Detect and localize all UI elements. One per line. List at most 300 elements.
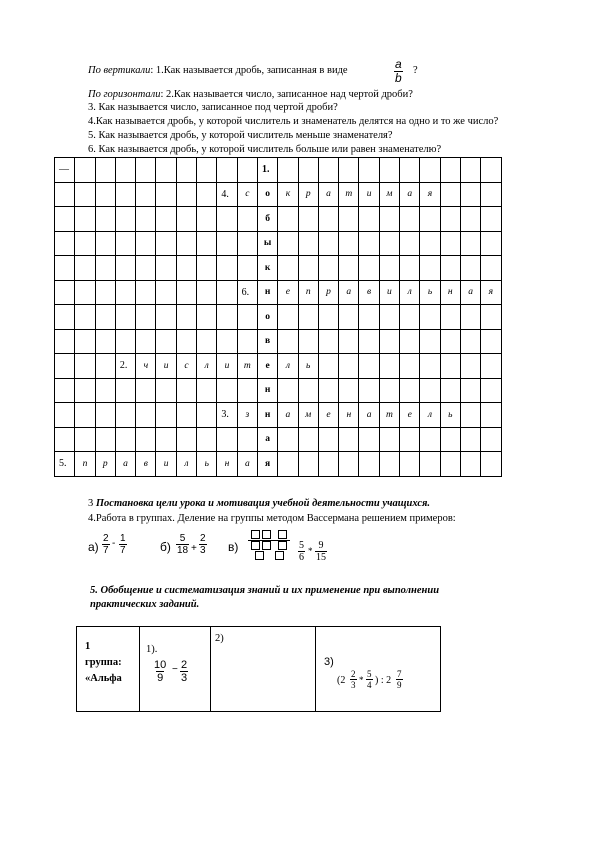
crossword-cell: и [217, 354, 237, 379]
example-b-fraction-2 [199, 533, 207, 556]
crossword-cell [460, 182, 480, 207]
crossword-row [55, 207, 502, 232]
crossword-cell: л [400, 280, 420, 305]
crossword-cell [176, 427, 196, 452]
crossword-cell [420, 207, 440, 232]
crossword-cell [420, 231, 440, 256]
section-3-title: Постановка цели урока и мотивация учебной деятельности учащихся. [95, 498, 431, 509]
crossword-cell: п [75, 452, 95, 477]
crossword-cell [339, 231, 359, 256]
example-a-operator: - [112, 538, 116, 549]
crossword-cell [136, 158, 156, 183]
crossword-cell [55, 207, 75, 232]
fraction-denominator: 15 [316, 552, 326, 563]
task-3-label: 3) [324, 656, 334, 668]
crossword-cell [217, 378, 237, 403]
crossword-cell [115, 207, 135, 232]
crossword-cell: с [237, 182, 257, 207]
horizontal-label: По горизонтали [88, 89, 161, 100]
crossword-cell [460, 354, 480, 379]
crossword-cell: н [217, 452, 237, 477]
crossword-cell: я [257, 452, 277, 477]
crossword-cell: а [257, 427, 277, 452]
crossword-cell: р [95, 452, 115, 477]
crossword-cell [460, 427, 480, 452]
crossword-cell [359, 158, 379, 183]
crossword-cell [55, 354, 75, 379]
fraction-numerator: 5 [179, 533, 186, 544]
fraction-denominator: 7 [120, 545, 126, 556]
crossword-cell [339, 158, 359, 183]
crossword-cell [95, 158, 115, 183]
crossword-cell [136, 378, 156, 403]
crossword-cell [75, 403, 95, 428]
crossword-cell [339, 427, 359, 452]
crossword-cell: а [318, 182, 338, 207]
fraction-denominator: 4 [367, 680, 372, 690]
crossword-cell [217, 305, 237, 330]
crossword-cell: н [257, 403, 277, 428]
crossword-cell [400, 354, 420, 379]
crossword-cell [481, 354, 501, 379]
task-3-open: (2 [337, 675, 346, 686]
crossword-cell: н [257, 280, 277, 305]
crossword-cell: н [440, 280, 460, 305]
crossword-row [55, 378, 502, 403]
crossword-cell [75, 329, 95, 354]
crossword-cell: к [257, 256, 277, 281]
crossword-cell [115, 182, 135, 207]
crossword-cell: ч [136, 354, 156, 379]
crossword-cell: р [298, 182, 318, 207]
crossword-cell [136, 305, 156, 330]
crossword-cell: м [298, 403, 318, 428]
crossword-cell [176, 378, 196, 403]
fraction-denominator: 3 [351, 680, 356, 690]
section-4-text: 4.Работа в группах. Деление на группы методом Вассермана решением примеров: [88, 513, 456, 524]
crossword-cell [440, 207, 460, 232]
crossword-cell [176, 182, 196, 207]
crossword-cell: л [176, 452, 196, 477]
fraction-numerator: 1 [120, 533, 126, 544]
crossword-cell [339, 256, 359, 281]
crossword-cell [75, 280, 95, 305]
crossword-cell: а [400, 182, 420, 207]
crossword-cell [197, 378, 217, 403]
example-b-operator: + [191, 543, 197, 554]
crossword-cell [460, 256, 480, 281]
crossword-cell [55, 403, 75, 428]
crossword-cell [75, 305, 95, 330]
example-v-operator: * [308, 546, 313, 556]
crossword-cell [339, 378, 359, 403]
crossword-cell [420, 452, 440, 477]
crossword-cell [460, 329, 480, 354]
task-3-operator: * [359, 675, 364, 685]
crossword-cell [176, 329, 196, 354]
crossword-cell [55, 329, 75, 354]
crossword-cell: а [460, 280, 480, 305]
crossword-cell: т [339, 182, 359, 207]
crossword-cell [156, 329, 176, 354]
crossword-cell [156, 403, 176, 428]
crossword-cell [75, 182, 95, 207]
crossword-cell [318, 256, 338, 281]
question-5: 5. Как называется дробь, у которой числитель меньше знаменателя? [88, 130, 393, 141]
crossword-cell [359, 329, 379, 354]
crossword-cell [379, 378, 399, 403]
section-5-line-1 [90, 585, 439, 597]
example-a-fraction-1 [102, 533, 110, 556]
crossword-cell [95, 207, 115, 232]
crossword-cell [197, 256, 217, 281]
question-1-end: ? [413, 65, 418, 76]
crossword-cell: в [257, 329, 277, 354]
crossword-cell: т [237, 354, 257, 379]
crossword-cell [298, 158, 318, 183]
crossword-cell [156, 378, 176, 403]
crossword-cell: е [400, 403, 420, 428]
question-1-line [88, 65, 348, 77]
crossword-cell [339, 452, 359, 477]
crossword-cell: п [298, 280, 318, 305]
crossword-cell [136, 280, 156, 305]
crossword-cell [339, 207, 359, 232]
example-v-fraction-2 [315, 540, 327, 563]
crossword-cell [460, 305, 480, 330]
question-4: 4.Как называется дробь, у которой числитель и знаменатель делятся на одно и то же число? [88, 116, 499, 127]
empty-box-fraction-icon [248, 530, 290, 560]
tasks-table [76, 626, 441, 712]
task-2-cell [211, 627, 316, 712]
crossword-cell [481, 329, 501, 354]
question-2-text: : 2.Как называется число, записанное над чертой дроби? [160, 89, 413, 100]
crossword-cell [379, 329, 399, 354]
crossword-cell: м [379, 182, 399, 207]
crossword-cell [440, 329, 460, 354]
example-v-label: в) [228, 540, 239, 554]
fraction-numerator: a [395, 57, 402, 71]
crossword-cell [440, 231, 460, 256]
crossword-cell [318, 354, 338, 379]
crossword-cell [318, 305, 338, 330]
crossword-cell: а [278, 403, 298, 428]
crossword-cell: ы [257, 231, 277, 256]
crossword-cell: 2. [115, 354, 135, 379]
crossword-cell [217, 207, 237, 232]
crossword-cell [298, 231, 318, 256]
crossword-cell [278, 305, 298, 330]
crossword-cell [156, 256, 176, 281]
question-1-text: : 1.Как называется дробь, записанная в виде [150, 65, 348, 76]
crossword-cell [481, 182, 501, 207]
crossword-cell [298, 329, 318, 354]
task-1-operator: − [172, 664, 178, 675]
crossword-cell: 1. [257, 158, 277, 183]
task-1-label: 1). [146, 644, 158, 655]
group-name: «Альфа [85, 673, 122, 684]
crossword-cell [400, 256, 420, 281]
crossword-cell [176, 305, 196, 330]
fraction-denominator: 7 [103, 545, 109, 556]
crossword-row [55, 305, 502, 330]
crossword-cell [95, 378, 115, 403]
example-a-label: а) [88, 540, 99, 554]
crossword-cell [359, 231, 379, 256]
example-b-label: б) [160, 540, 171, 554]
fraction-denominator: 3 [181, 672, 188, 684]
example-v-fraction-1 [298, 540, 305, 563]
task-1-fraction-1 [153, 659, 167, 684]
crossword-cell [460, 158, 480, 183]
crossword-cell: т [379, 403, 399, 428]
fraction-numerator: 2 [181, 659, 188, 671]
crossword-cell: 6. [237, 280, 257, 305]
example-b-fraction-1 [176, 533, 189, 556]
question-6: 6. Как называется дробь, у которой числитель больше или равен знаменателю? [88, 144, 442, 155]
crossword-grid [54, 157, 502, 477]
fraction-denominator: 3 [200, 545, 206, 556]
crossword-cell [359, 427, 379, 452]
crossword-cell [75, 256, 95, 281]
crossword-row [55, 231, 502, 256]
crossword-cell [400, 231, 420, 256]
fraction-numerator: 5 [367, 669, 372, 679]
crossword-cell: в [136, 452, 156, 477]
crossword-cell [420, 329, 440, 354]
crossword-cell: — [55, 158, 75, 183]
crossword-row [55, 158, 502, 183]
example-a-fraction-2 [119, 533, 127, 556]
crossword-cell [339, 354, 359, 379]
crossword-cell [359, 452, 379, 477]
crossword-cell [115, 403, 135, 428]
crossword-cell [298, 378, 318, 403]
crossword-cell [440, 158, 460, 183]
fraction-denominator: 6 [299, 552, 304, 563]
crossword-cell [197, 403, 217, 428]
crossword-cell [197, 427, 217, 452]
crossword-cell [176, 158, 196, 183]
crossword-cell [75, 354, 95, 379]
group-label: группа: [85, 657, 122, 668]
crossword-cell: ь [440, 403, 460, 428]
crossword-cell [379, 354, 399, 379]
crossword-cell [115, 329, 135, 354]
crossword-cell [481, 256, 501, 281]
crossword-cell [136, 329, 156, 354]
crossword-cell [156, 280, 176, 305]
crossword-cell [156, 305, 176, 330]
crossword-cell [75, 207, 95, 232]
crossword-cell [440, 182, 460, 207]
crossword-cell [420, 158, 440, 183]
crossword-cell [460, 378, 480, 403]
crossword-cell [217, 427, 237, 452]
crossword-cell [75, 378, 95, 403]
crossword-cell [75, 427, 95, 452]
fraction-numerator: 10 [154, 659, 167, 671]
crossword-cell [55, 378, 75, 403]
section-3-number: 3 [88, 498, 94, 509]
crossword-cell [176, 256, 196, 281]
crossword-row [55, 452, 502, 477]
crossword-cell [55, 305, 75, 330]
crossword-cell [298, 452, 318, 477]
crossword-cell: о [257, 305, 277, 330]
crossword-cell [379, 452, 399, 477]
crossword-cell [176, 207, 196, 232]
crossword-cell [481, 305, 501, 330]
fraction-numerator: 2 [351, 669, 356, 679]
section-5-number: 5. [90, 585, 98, 596]
crossword-cell: з [237, 403, 257, 428]
crossword-cell [156, 207, 176, 232]
crossword-cell [318, 427, 338, 452]
crossword-cell [318, 231, 338, 256]
crossword-cell [481, 403, 501, 428]
crossword-cell [197, 158, 217, 183]
crossword-cell [400, 158, 420, 183]
crossword-cell: и [359, 182, 379, 207]
crossword-cell [95, 182, 115, 207]
crossword-cell [217, 256, 237, 281]
crossword-cell [95, 427, 115, 452]
crossword-row [55, 354, 502, 379]
crossword-cell: н [339, 403, 359, 428]
task-1-fraction-2 [180, 659, 188, 684]
crossword-cell [115, 280, 135, 305]
crossword-cell: н [257, 378, 277, 403]
crossword-cell [55, 182, 75, 207]
crossword-cell [115, 256, 135, 281]
crossword-row [55, 280, 502, 305]
crossword-cell [237, 256, 257, 281]
crossword-cell: ь [197, 452, 217, 477]
crossword-cell [278, 452, 298, 477]
crossword-cell [460, 231, 480, 256]
crossword-cell [217, 231, 237, 256]
crossword-cell [481, 158, 501, 183]
fraction-numerator: 2 [103, 533, 109, 544]
table-row [77, 627, 441, 712]
crossword-cell [136, 256, 156, 281]
crossword-cell: ь [298, 354, 318, 379]
crossword-cell [460, 403, 480, 428]
crossword-cell [156, 182, 176, 207]
crossword-cell [278, 207, 298, 232]
section-5-title-2: практических заданий. [90, 599, 200, 610]
task-3-fraction-2 [366, 669, 373, 690]
crossword-cell [197, 305, 217, 330]
crossword-cell [217, 329, 237, 354]
crossword-cell [318, 329, 338, 354]
crossword-cell [237, 231, 257, 256]
crossword-cell [460, 452, 480, 477]
crossword-cell [339, 305, 359, 330]
crossword-cell: р [318, 280, 338, 305]
crossword-cell [136, 403, 156, 428]
crossword-cell [115, 158, 135, 183]
crossword-cell [420, 305, 440, 330]
crossword-cell [420, 354, 440, 379]
fraction-denominator: 9 [157, 672, 164, 684]
fraction-denominator: b [395, 71, 402, 85]
crossword-cell [136, 427, 156, 452]
crossword-cell [298, 427, 318, 452]
crossword-cell [115, 305, 135, 330]
crossword-cell [197, 231, 217, 256]
crossword-cell [379, 158, 399, 183]
crossword-cell: и [156, 354, 176, 379]
crossword-cell: ь [420, 280, 440, 305]
crossword-cell [115, 427, 135, 452]
crossword-row [55, 182, 502, 207]
crossword-cell: л [420, 403, 440, 428]
crossword-cell [481, 452, 501, 477]
crossword-cell: и [379, 280, 399, 305]
crossword-cell [176, 403, 196, 428]
crossword-cell: е [278, 280, 298, 305]
crossword-cell [278, 231, 298, 256]
crossword-cell [420, 427, 440, 452]
crossword-cell [359, 207, 379, 232]
crossword-cell: и [156, 452, 176, 477]
crossword-cell [359, 305, 379, 330]
crossword-cell [156, 158, 176, 183]
crossword-cell [318, 158, 338, 183]
crossword-cell [95, 256, 115, 281]
crossword-cell [176, 231, 196, 256]
crossword-cell [400, 378, 420, 403]
crossword-row [55, 403, 502, 428]
task-3-fraction-3 [396, 669, 403, 690]
group-number: 1 [85, 641, 91, 652]
crossword-cell [420, 256, 440, 281]
crossword-cell [136, 182, 156, 207]
crossword-cell [339, 329, 359, 354]
crossword-cell [379, 305, 399, 330]
crossword-cell [95, 280, 115, 305]
crossword-cell [440, 378, 460, 403]
crossword-cell: я [420, 182, 440, 207]
vertical-label: По вертикали [88, 65, 151, 76]
crossword-row [55, 329, 502, 354]
crossword-cell [176, 280, 196, 305]
crossword-cell [197, 182, 217, 207]
crossword-cell [278, 329, 298, 354]
crossword-cell [115, 378, 135, 403]
crossword-cell: о [257, 182, 277, 207]
crossword-cell [237, 427, 257, 452]
crossword-cell [115, 231, 135, 256]
crossword-cell: 4. [217, 182, 237, 207]
crossword-cell [400, 207, 420, 232]
crossword-cell [95, 329, 115, 354]
question-1-fraction [394, 58, 403, 85]
task-3-cell [316, 627, 441, 712]
fraction-numerator: 7 [397, 669, 402, 679]
fraction-numerator: 2 [200, 533, 206, 544]
crossword-cell [400, 329, 420, 354]
crossword-cell [237, 378, 257, 403]
task-3-close: ) : 2 [375, 675, 392, 686]
crossword-cell: а [237, 452, 257, 477]
crossword-cell [136, 231, 156, 256]
crossword-cell [197, 207, 217, 232]
section-5-title-1: Обобщение и систематизация знаний и их применение при выполнении [100, 585, 440, 596]
crossword-cell [481, 207, 501, 232]
